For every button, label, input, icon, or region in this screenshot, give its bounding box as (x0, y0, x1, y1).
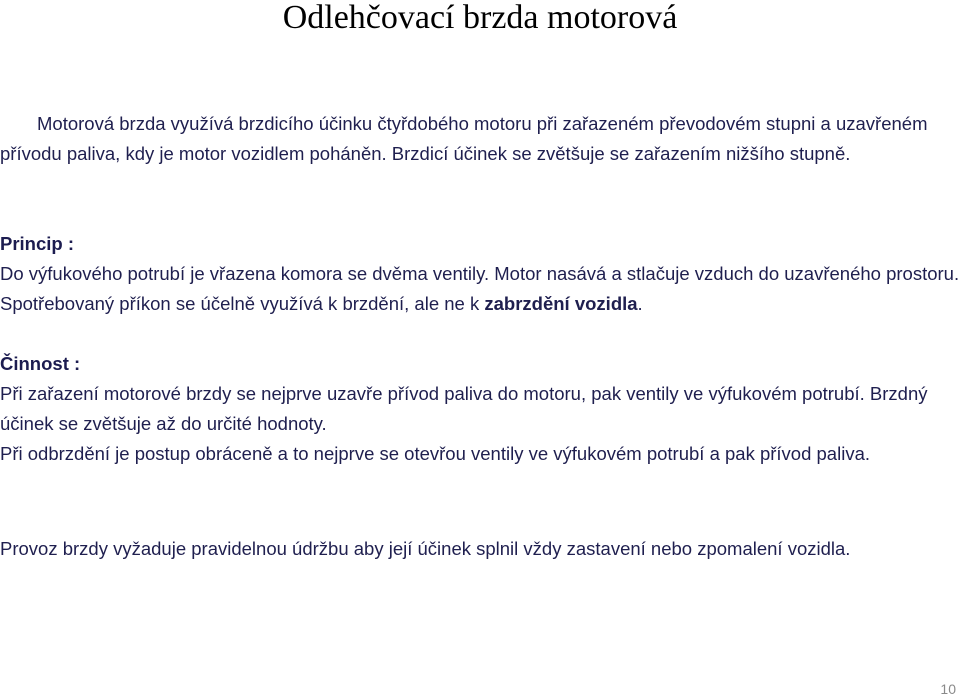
intro-paragraph (0, 109, 960, 169)
intro-text: Motorová brzda využívá brzdicího účinku čtyřdobého motoru při zařazeném převodovém stupni a uzavřeném přívodu paliva, kdy je motor vozidlem poháněn. Brzdicí účinek se zvětšuje se zařazením nižšího stupně. (0, 113, 928, 164)
section-cinnost (0, 349, 960, 469)
page-title: Odlehčovací brzda motorová (282, 0, 678, 36)
princip-heading: Princip : (0, 233, 75, 254)
cinnost-text-1: Při zařazení motorové brzdy se nejprve uzavře přívod paliva do motoru, pak ventily ve výfukovém potrubí. Brzdný účinek se zvětšuje až do určité hodnoty. (0, 383, 928, 434)
provoz-paragraph: Provoz brzdy vyžaduje pravidelnou údržbu aby její účinek splnil vždy zastavení nebo zpomalení vozidla. (0, 538, 851, 559)
princip-emphasis: zabrzdění vozidla (484, 293, 638, 314)
princip-text-main: Do výfukového potrubí je vřazena komora se dvěma ventily. Motor nasává a stlačuje vzduch do uzavřeného prostoru. Spotřebovaný příkon se účelně využívá k brzdění, ale ne k (0, 263, 960, 314)
cinnost-text-2: Při odbrzdění je postup obráceně a to nejprve se otevřou ventily ve výfukovém potrubí a pak přívod paliva. (0, 443, 870, 464)
princip-text-end: . (637, 293, 643, 314)
page-number: 10 (940, 681, 956, 697)
cinnost-heading: Činnost : (0, 353, 81, 374)
princip-text (0, 259, 960, 319)
section-princip (0, 229, 960, 319)
